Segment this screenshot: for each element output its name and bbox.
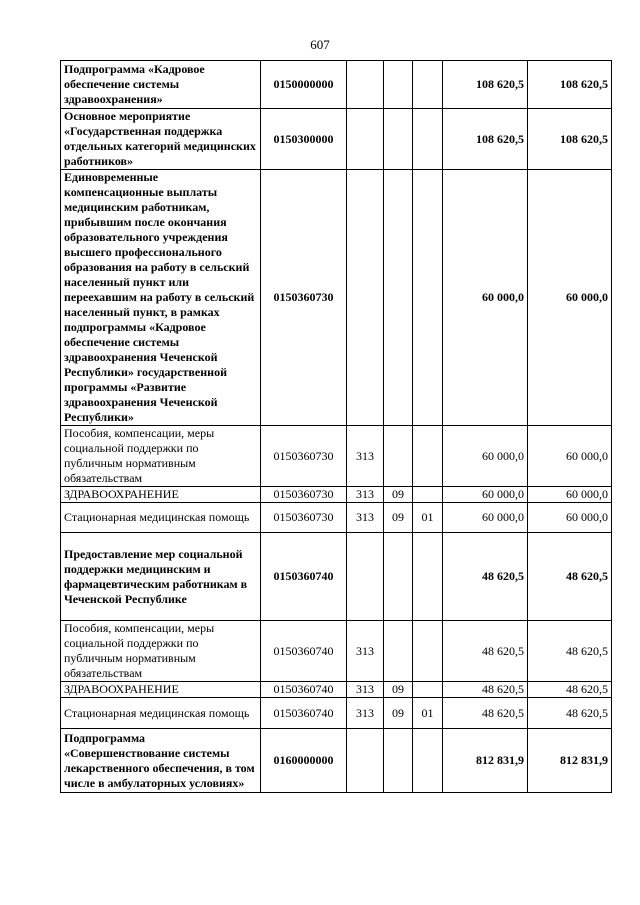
row-name: Пособия, компенсации, меры социальной поддержки по публичным нормативным обязательствам bbox=[61, 621, 261, 682]
subsection-code bbox=[413, 533, 443, 621]
amount-column-2: 48 620,5 bbox=[528, 698, 612, 729]
table-row bbox=[61, 729, 612, 793]
amount-column-2: 48 620,5 bbox=[528, 533, 612, 621]
amount-column-1: 60 000,0 bbox=[443, 426, 528, 487]
target-code: 0150360740 bbox=[261, 698, 347, 729]
table-row bbox=[61, 487, 612, 503]
amount-column-2: 60 000,0 bbox=[528, 426, 612, 487]
expense-type: 313 bbox=[347, 426, 384, 487]
table-row bbox=[61, 621, 612, 682]
amount-column-2: 108 620,5 bbox=[528, 61, 612, 109]
target-code: 0150360730 bbox=[261, 426, 347, 487]
subsection-code bbox=[413, 109, 443, 170]
target-code: 0160000000 bbox=[261, 729, 347, 793]
amount-column-1: 108 620,5 bbox=[443, 61, 528, 109]
table-row bbox=[61, 109, 612, 170]
section-code bbox=[384, 426, 413, 487]
amount-column-1: 60 000,0 bbox=[443, 503, 528, 533]
amount-column-2: 48 620,5 bbox=[528, 621, 612, 682]
section-code bbox=[384, 621, 413, 682]
table-row bbox=[61, 682, 612, 698]
amount-column-1: 48 620,5 bbox=[443, 533, 528, 621]
amount-column-2: 48 620,5 bbox=[528, 682, 612, 698]
table-row bbox=[61, 426, 612, 487]
amount-column-1: 48 620,5 bbox=[443, 682, 528, 698]
budget-table bbox=[60, 60, 612, 793]
section-code: 09 bbox=[384, 503, 413, 533]
amount-column-1: 48 620,5 bbox=[443, 698, 528, 729]
row-name: Подпрограмма «Кадровое обеспечение системы здравоохранения» bbox=[61, 61, 261, 109]
section-code bbox=[384, 61, 413, 109]
expense-type: 313 bbox=[347, 682, 384, 698]
section-code bbox=[384, 533, 413, 621]
table-row bbox=[61, 503, 612, 533]
expense-type bbox=[347, 170, 384, 426]
amount-column-1: 48 620,5 bbox=[443, 621, 528, 682]
subsection-code bbox=[413, 682, 443, 698]
subsection-code bbox=[413, 61, 443, 109]
section-code bbox=[384, 109, 413, 170]
subsection-code: 01 bbox=[413, 698, 443, 729]
amount-column-1: 812 831,9 bbox=[443, 729, 528, 793]
target-code: 0150360730 bbox=[261, 503, 347, 533]
expense-type bbox=[347, 533, 384, 621]
target-code: 0150000000 bbox=[261, 61, 347, 109]
amount-column-2: 60 000,0 bbox=[528, 503, 612, 533]
subsection-code bbox=[413, 170, 443, 426]
expense-type bbox=[347, 729, 384, 793]
section-code bbox=[384, 729, 413, 793]
row-name: ЗДРАВООХРАНЕНИЕ bbox=[61, 682, 261, 698]
table-row bbox=[61, 698, 612, 729]
row-name: Стационарная медицинская помощь bbox=[61, 503, 261, 533]
expense-type bbox=[347, 109, 384, 170]
target-code: 0150360740 bbox=[261, 682, 347, 698]
row-name: Подпрограмма «Совершенствование системы лекарственного обеспечения, в том числе в амбулаторных условиях» bbox=[61, 729, 261, 793]
row-name: Основное мероприятие «Государственная поддержка отдельных категорий медицинских работников» bbox=[61, 109, 261, 170]
subsection-code bbox=[413, 621, 443, 682]
expense-type: 313 bbox=[347, 487, 384, 503]
row-name: ЗДРАВООХРАНЕНИЕ bbox=[61, 487, 261, 503]
subsection-code: 01 bbox=[413, 503, 443, 533]
row-name: Стационарная медицинская помощь bbox=[61, 698, 261, 729]
section-code: 09 bbox=[384, 698, 413, 729]
amount-column-2: 60 000,0 bbox=[528, 487, 612, 503]
amount-column-1: 60 000,0 bbox=[443, 170, 528, 426]
amount-column-2: 60 000,0 bbox=[528, 170, 612, 426]
row-name: Единовременные компенсационные выплаты медицинским работникам, прибывшим после окончания образовательного учреждения высшего профессионального образования на работу в сельский населенный пункт или переехавшим на работу в сельский населенный пункт, в рамках подпрограммы «Кадровое обеспечение системы здравоохранения Чеченской Республики» государственной программы «Развитие здравоохранения Чеченской Республики» bbox=[61, 170, 261, 426]
table-row bbox=[61, 61, 612, 109]
target-code: 0150360740 bbox=[261, 621, 347, 682]
section-code: 09 bbox=[384, 682, 413, 698]
amount-column-1: 108 620,5 bbox=[443, 109, 528, 170]
expense-type bbox=[347, 61, 384, 109]
subsection-code bbox=[413, 426, 443, 487]
section-code bbox=[384, 170, 413, 426]
target-code: 0150360730 bbox=[261, 170, 347, 426]
target-code: 0150360740 bbox=[261, 533, 347, 621]
table-row bbox=[61, 170, 612, 426]
row-name: Предоставление мер социальной поддержки медицинским и фармацевтическим работникам в Чеченской Республике bbox=[61, 533, 261, 621]
expense-type: 313 bbox=[347, 698, 384, 729]
amount-column-1: 60 000,0 bbox=[443, 487, 528, 503]
amount-column-2: 108 620,5 bbox=[528, 109, 612, 170]
subsection-code bbox=[413, 729, 443, 793]
page-number: 607 bbox=[310, 37, 330, 52]
amount-column-2: 812 831,9 bbox=[528, 729, 612, 793]
expense-type: 313 bbox=[347, 503, 384, 533]
subsection-code bbox=[413, 487, 443, 503]
row-name: Пособия, компенсации, меры социальной поддержки по публичным нормативным обязательствам bbox=[61, 426, 261, 487]
target-code: 0150300000 bbox=[261, 109, 347, 170]
expense-type: 313 bbox=[347, 621, 384, 682]
section-code: 09 bbox=[384, 487, 413, 503]
target-code: 0150360730 bbox=[261, 487, 347, 503]
table-row bbox=[61, 533, 612, 621]
